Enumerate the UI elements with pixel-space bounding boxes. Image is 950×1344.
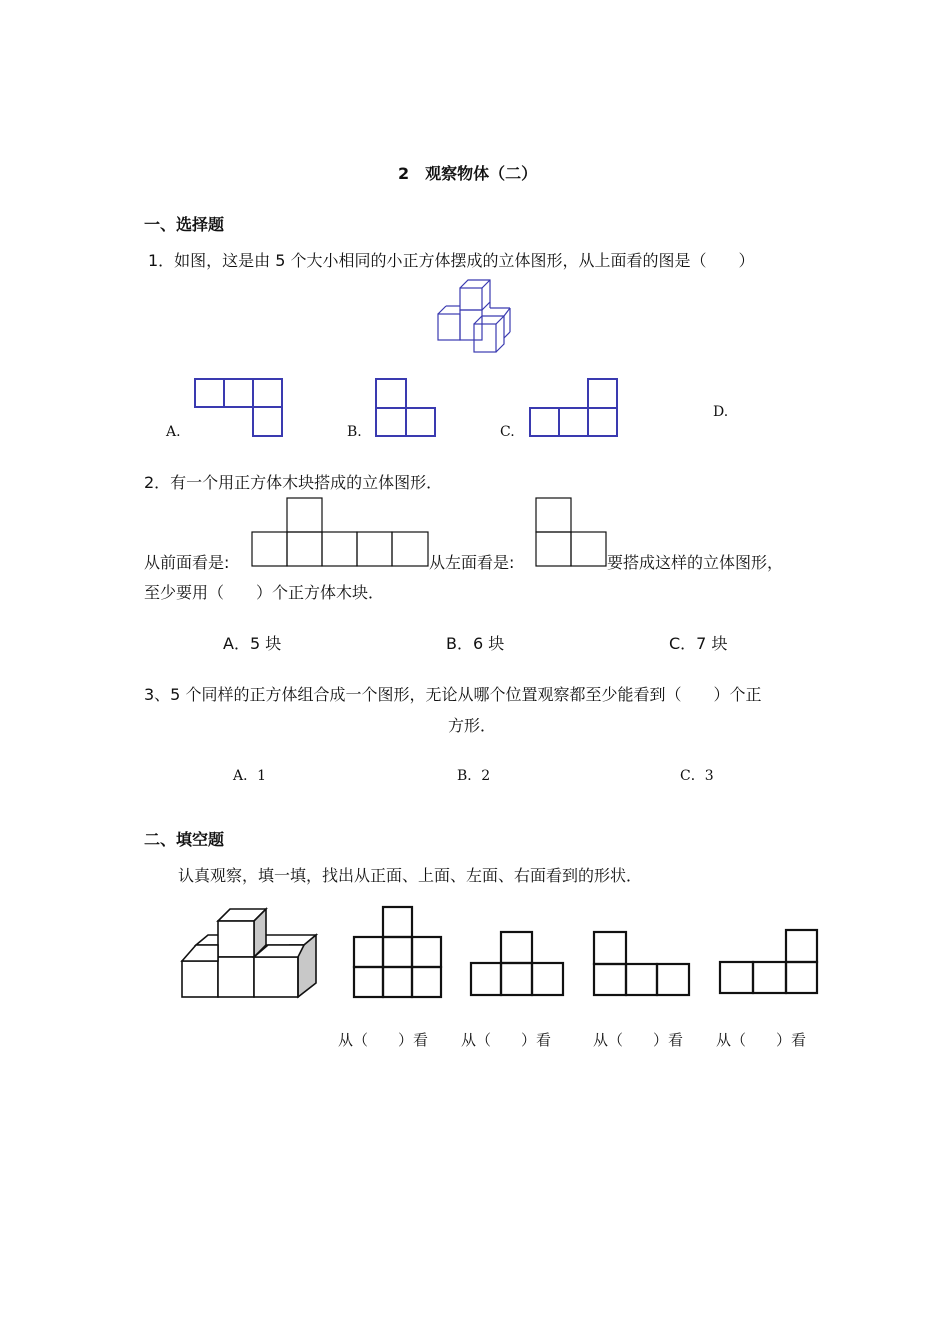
fill-label-2[interactable]: 从（ ）看 xyxy=(461,1031,552,1049)
q3-option-c[interactable]: C．3 xyxy=(680,768,714,784)
fill-3d-figure xyxy=(180,905,320,1000)
q1-option-a-figure xyxy=(194,378,284,438)
fill-instruction: 认真观察，填一填，找出从正面、上面、左面、右面看到的形状． xyxy=(178,866,643,885)
q3-option-a[interactable]: A．1 xyxy=(233,768,267,784)
question-1-text: 1．如图，这是由 5 个大小相同的小正方体摆成的立体图形，从上面看的图是（ ） xyxy=(148,251,755,270)
section-heading-choice: 一、选择题 xyxy=(144,215,225,234)
q2-line2: 至少要用（ ）个正方体木块． xyxy=(144,583,385,602)
q1-option-c[interactable]: C. xyxy=(500,424,515,440)
q2-option-a[interactable]: A．5 块 xyxy=(223,634,282,653)
q1-option-a[interactable]: A. xyxy=(166,424,181,440)
q1-option-b-figure xyxy=(375,378,437,438)
q1-option-b[interactable]: B. xyxy=(347,424,362,440)
fill-label-4[interactable]: 从（ ）看 xyxy=(716,1031,807,1049)
q2-tail-text: 要搭成这样的立体图形， xyxy=(607,553,784,572)
q1-option-d[interactable]: D. xyxy=(713,404,729,420)
q1-cube-figure xyxy=(436,276,516,356)
fill-label-1[interactable]: 从（ ）看 xyxy=(338,1031,429,1049)
q2-left-label: 从左面看是: xyxy=(429,553,515,572)
q2-left-view-figure xyxy=(535,497,609,569)
question-3-text: 3、5 个同样的正方体组合成一个图形，无论从哪个位置观察都至少能看到（ ）个正 xyxy=(144,685,762,704)
q1-option-c-figure xyxy=(528,378,620,438)
fill-view-4-figure xyxy=(718,928,820,996)
fill-view-3-figure xyxy=(592,930,692,998)
fill-label-3[interactable]: 从（ ）看 xyxy=(593,1031,684,1049)
q2-front-label: 从前面看是: xyxy=(144,553,230,572)
q2-front-view-figure xyxy=(251,497,431,569)
q2-option-b[interactable]: B．6 块 xyxy=(446,634,505,653)
q3-line2: 方形． xyxy=(448,716,497,735)
fill-view-2-figure xyxy=(469,930,565,998)
page-title: 2 观察物体（二） xyxy=(398,164,538,183)
question-2-text: 2．有一个用正方体木块搭成的立体图形． xyxy=(144,473,443,492)
section-heading-fill: 二、填空题 xyxy=(144,830,225,849)
fill-view-1-figure xyxy=(352,905,444,999)
q3-option-b[interactable]: B．2 xyxy=(457,768,491,784)
q2-option-c[interactable]: C．7 块 xyxy=(669,634,728,653)
